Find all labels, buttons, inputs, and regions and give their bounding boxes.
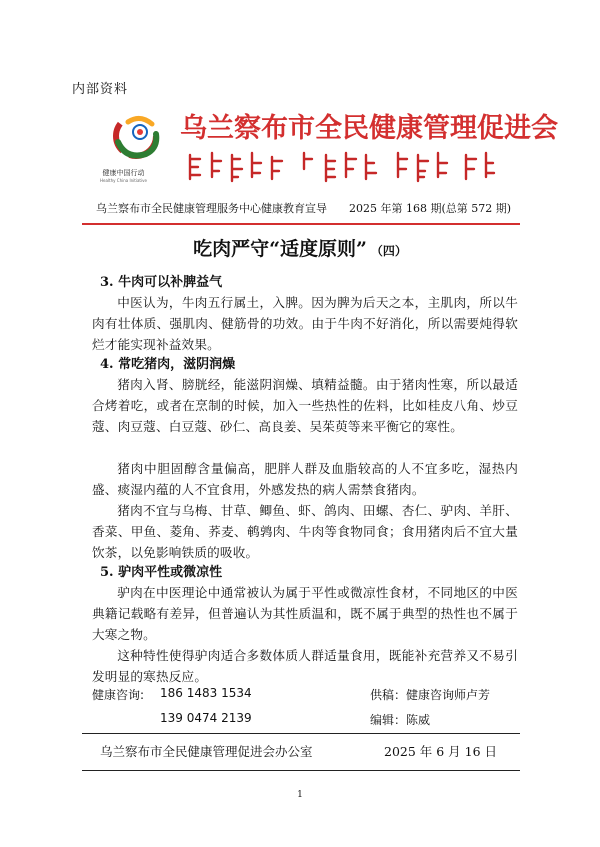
mongolian-script-line (186, 147, 496, 187)
paragraph: 驴肉在中医理论中通常被认为属于平性或微凉性食材，不同地区的中医典籍记载略有差异，但普遍认为其性质温和，既不属于典型的热性也不属于大寒之物。 (92, 585, 518, 642)
paragraph: 猪肉不宜与乌梅、甘草、鲫鱼、虾、鸽肉、田螺、杏仁、驴肉、羊肝、香菜、甲鱼、菱角、荞麦、鹌鹑肉、牛肉等食物同食；食用猪肉后不宜大量饮茶，以免影响铁质的吸收。 (92, 503, 518, 560)
footer-divider-bottom (82, 770, 520, 771)
author-credit: 供稿：健康咨询师卢芳 (370, 688, 491, 702)
article-title-sub: （四） (370, 244, 407, 258)
section-heading: 4. 常吃猪肉，滋阴润燥 (100, 357, 236, 372)
article-title-main: 吃肉严守“适度原则” (193, 238, 367, 260)
contact-phone-1: 186 1483 1534 (160, 686, 252, 700)
footer-date: 2025 年 6 月 16 日 (384, 744, 498, 759)
org-title: 乌兰察布市全民健康管理促进会 (180, 113, 558, 144)
page-number: 1 (297, 790, 303, 800)
footer-divider-top (82, 733, 520, 734)
internal-label: 内部资料 (72, 82, 129, 97)
contact-phone-2: 139 0474 2139 (160, 711, 252, 725)
editor-credit: 编辑：陈威 (370, 713, 431, 727)
paragraph: 猪肉中胆固醇含量偏高，肥胖人群及血脂较高的人不宜多吃，湿热内盛、痰湿内蕴的人不宜食用，外感发热的病人需禁食猪肉。 (92, 461, 518, 497)
paragraph: 这种特性使得驴肉适合多数体质人群适量食用，既能补充营养又不易引发明显的寒热反应。 (92, 648, 518, 684)
section-heading: 3. 牛肉可以补脾益气 (100, 275, 223, 290)
article-title (0, 234, 600, 261)
paragraph: 中医认为，牛肉五行属土，入脾。因为脾为后天之本，主肌肉，所以牛肉有壮体质、强肌肉、健筋骨的功效。由于牛肉不好消化，所以需要炖得软烂才能实现补益效果。 (92, 295, 518, 352)
paragraph: 猪肉入肾、膀胱经，能滋阴润燥、填精益髓。由于猪肉性寒，所以最适合烤着吃，或者在烹制的时候，加入一些热性的佐料，比如桂皮八角、炒豆蔻、肉豆蔻、白豆蔻、砂仁、高良姜、吴茱萸等来平衡它的寒性。 (92, 377, 518, 434)
section-heading: 5. 驴肉平性或微凉性 (100, 565, 223, 580)
header-divider (82, 223, 520, 225)
footer-org: 乌兰察布市全民健康管理促进会办公室 (100, 744, 313, 759)
contact-label: 健康咨询: (92, 688, 145, 702)
issue-line: 乌兰察布市全民健康管理服务中心健康教育宣导 2025 年第 168 期(总第 572 期) (96, 202, 512, 215)
logo-caption: 健康中国行动 Healthy China Initiative (100, 169, 147, 183)
